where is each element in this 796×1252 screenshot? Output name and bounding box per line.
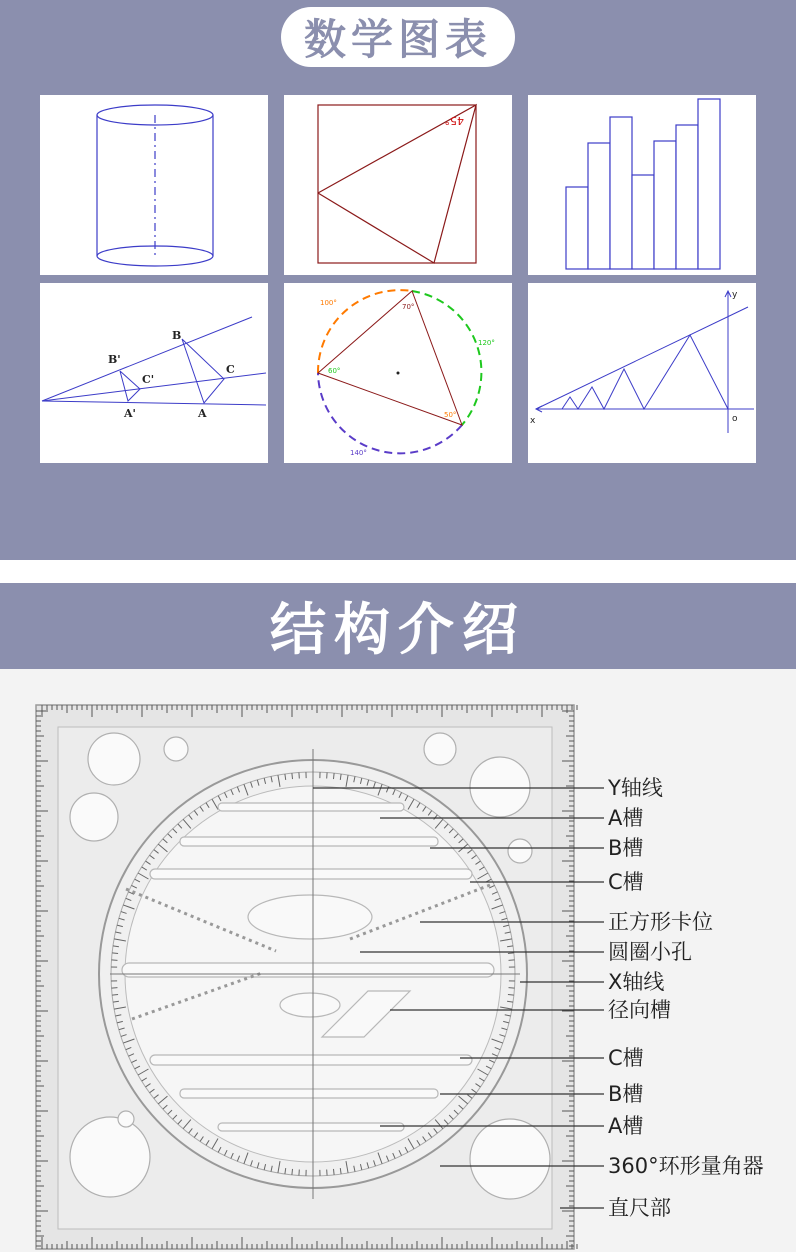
arc-label-140: 140°: [350, 449, 367, 457]
callout-c-slot-bottom: C槽: [608, 1046, 644, 1070]
protractor-tick: [333, 1169, 334, 1175]
angle-label-70: 70°: [402, 303, 415, 311]
protractor-tick: [292, 1169, 293, 1175]
section-band: [0, 583, 796, 669]
callout-a-slot-top: A槽: [608, 806, 644, 830]
diagram-zigzag-graph: [528, 283, 756, 463]
label-c: C: [226, 363, 235, 376]
title-pill: [281, 7, 515, 67]
protractor-tick: [292, 773, 293, 779]
callout-circle-holes: 圆圈小孔: [608, 940, 692, 964]
axis-label-x: x: [530, 416, 536, 426]
callout-b-slot-bottom: B槽: [608, 1082, 644, 1106]
callout-b-slot-top: B槽: [608, 836, 644, 860]
callout-x-axis: X轴线: [608, 970, 665, 994]
section-title: 结构介绍: [270, 598, 526, 663]
label-a-prime: A': [124, 407, 136, 420]
label-b-prime: B': [108, 353, 121, 366]
diagram-similar-triangles: [40, 283, 268, 463]
arc-label-120: 120°: [478, 339, 495, 347]
arc-label-100: 100°: [320, 299, 337, 307]
protractor-tick: [112, 953, 118, 954]
angle-label-50: 50°: [444, 411, 457, 419]
callout-a-slot-bottom: A槽: [608, 1114, 644, 1138]
origin-label: o: [732, 414, 738, 424]
callout-radial-slot: 径向槽: [608, 998, 671, 1022]
callout-square-slot: 正方形卡位: [608, 910, 713, 934]
angle-label: 45°: [444, 114, 464, 127]
header-title: 数学图表: [303, 15, 492, 64]
diagram-cylinder: [40, 95, 268, 275]
angle-label-60: 60°: [328, 367, 341, 375]
label-c-prime: C': [142, 373, 155, 386]
protractor-tick: [508, 953, 514, 954]
callout-ruler-edge: 直尺部: [608, 1196, 671, 1220]
diagram-square-triangle: [284, 95, 512, 275]
top-panel: [0, 0, 796, 560]
axis-label-y: y: [732, 290, 738, 300]
protractor-tick: [508, 994, 514, 995]
callout-y-axis: Y轴线: [608, 776, 663, 800]
label-b: B: [172, 329, 182, 342]
protractor-tick: [333, 773, 334, 779]
diagram-inscribed-triangle: [284, 283, 512, 463]
callout-c-slot-top: C槽: [608, 870, 644, 894]
callout-protractor-ring: 360°环形量角器: [608, 1154, 764, 1178]
diagram-bar-graph: [528, 95, 756, 275]
label-a: A: [198, 407, 207, 420]
protractor-tick: [112, 994, 118, 995]
